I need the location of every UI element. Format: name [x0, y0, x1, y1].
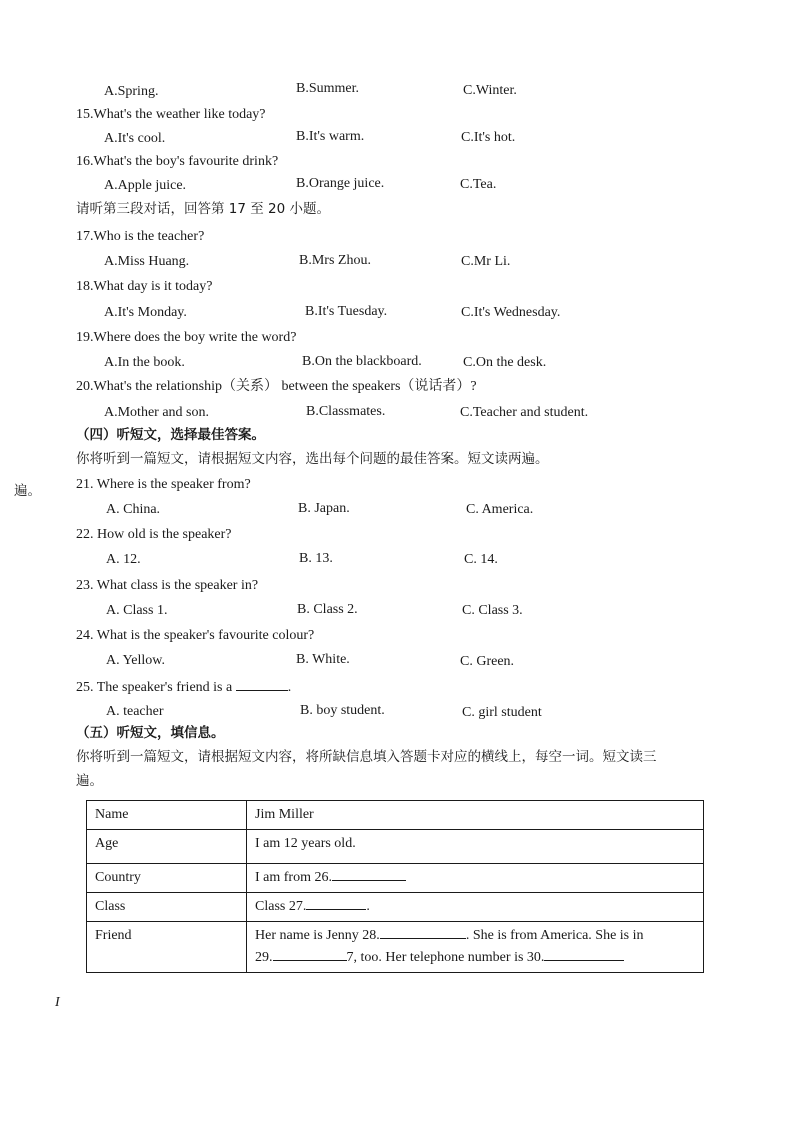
question-15: 15.What's the weather like today?	[76, 107, 266, 122]
question-18: 18.What day is it today?	[76, 279, 213, 294]
q14-option-b: B.Summer.	[296, 81, 360, 96]
q25-option-a: A. teacher	[106, 704, 164, 719]
q17-option-c: C.Mr Li.	[461, 254, 511, 269]
q23-option-c: C. Class 3.	[462, 603, 523, 618]
q17-option-b: B.Mrs Zhou.	[299, 253, 371, 268]
q15-option-c: C.It's hot.	[461, 130, 516, 145]
section-5-heading: （五）听短文，填信息。	[76, 725, 225, 741]
q25-option-c: C. girl student	[462, 705, 542, 720]
q20-option-b: B.Classmates.	[306, 404, 386, 419]
table-row	[87, 922, 704, 973]
friend-text-b: . She is from America. She is in	[465, 928, 644, 943]
question-24: 24. What is the speaker's favourite colour?	[76, 628, 315, 643]
q22-option-c: C. 14.	[464, 552, 498, 567]
row-label-age: Age	[87, 830, 247, 864]
question-25-text: 25. The speaker's friend is a	[76, 680, 233, 695]
q15-option-b: B.It's warm.	[296, 129, 365, 144]
q20-option-c: C.Teacher and student.	[460, 405, 589, 420]
question-23: 23. What class is the speaker in?	[76, 578, 259, 593]
answer-blank-29	[273, 948, 347, 961]
country-text: I am from 26.	[255, 870, 332, 885]
friend-line-1	[255, 925, 695, 947]
margin-text: 遍。	[14, 483, 41, 499]
row-content-class: Class 27. .	[247, 893, 704, 922]
row-content-name: Jim Miller	[247, 801, 704, 830]
footer-mark: I	[55, 995, 60, 1010]
row-label-name: Name	[87, 801, 247, 830]
question-20: 20.What's the relationship（关系） between the speakers（说话者）?	[76, 379, 477, 394]
row-label-friend: Friend	[87, 922, 247, 973]
q17-option-a: A.Miss Huang.	[104, 254, 190, 269]
question-19: 19.Where does the boy write the word?	[76, 330, 297, 345]
q15-option-a: A.It's cool.	[104, 131, 166, 146]
row-content-country	[247, 864, 704, 893]
friend-text-a: Her name is Jenny 28.	[255, 928, 380, 943]
q21-option-a: A. China.	[106, 502, 161, 517]
row-content-friend	[247, 922, 704, 973]
q16-option-c: C.Tea.	[460, 177, 497, 192]
answer-blank-26	[332, 868, 406, 881]
section-5-instruction-line2: 遍。	[76, 773, 103, 789]
q20-option-a: A.Mother and son.	[104, 405, 209, 420]
table-row	[87, 864, 704, 893]
question-16: 16.What's the boy's favourite drink?	[76, 154, 279, 169]
q16-option-a: A.Apple juice.	[104, 178, 187, 193]
table-row	[87, 893, 704, 922]
section-4-heading: （四）听短文，选择最佳答案。	[76, 427, 265, 443]
q14-option-c: C.Winter.	[463, 83, 517, 98]
q18-option-c: C.It's Wednesday.	[461, 305, 561, 320]
answer-blank-27	[306, 897, 366, 910]
class-text: Class 27.	[255, 899, 307, 914]
friend-text-c: 29.	[255, 950, 273, 965]
q22-option-b: B. 13.	[299, 551, 333, 566]
question-25: 25. The speaker's friend is a .	[76, 680, 292, 695]
q19-option-c: C.On the desk.	[463, 355, 547, 370]
q19-option-b: B.On the blackboard.	[302, 354, 422, 369]
answer-blank-28	[380, 926, 466, 939]
q24-option-b: B. White.	[296, 652, 350, 667]
friend-text-d: 7, too. Her telephone number is 30.	[346, 950, 545, 965]
instruction-dialogue-3: 请听第三段对话，回答第 17 至 20 小题。	[76, 201, 331, 217]
q22-option-a: A. 12.	[106, 552, 141, 567]
q23-option-b: B. Class 2.	[297, 602, 358, 617]
answer-blank-30	[544, 948, 624, 961]
question-21: 21. Where is the speaker from?	[76, 477, 251, 492]
row-label-class: Class	[87, 893, 247, 922]
q25-option-b: B. boy student.	[300, 703, 385, 718]
row-label-country: Country	[87, 864, 247, 893]
section-4-instruction: 你将听到一篇短文，请根据短文内容，选出每个问题的最佳答案。短文读两遍。	[76, 451, 549, 467]
q21-option-c: C. America.	[466, 502, 534, 517]
q18-option-b: B.It's Tuesday.	[305, 304, 388, 319]
table-row	[87, 801, 704, 830]
row-content-age: I am 12 years old.	[247, 830, 704, 864]
table-row	[87, 830, 704, 864]
q24-option-a: A. Yellow.	[106, 653, 165, 668]
section-5-instruction-line1: 你将听到一篇短文，请根据短文内容，将所缺信息填入答题卡对应的横线上，每空一词。短文读三	[76, 749, 657, 765]
answer-blank	[236, 678, 288, 691]
q18-option-a: A.It's Monday.	[104, 305, 187, 320]
question-17: 17.Who is the teacher?	[76, 229, 205, 244]
q23-option-a: A. Class 1.	[106, 603, 168, 618]
q24-option-c: C. Green.	[460, 654, 515, 669]
info-table	[86, 800, 704, 973]
friend-line-2	[255, 947, 695, 969]
q21-option-b: B. Japan.	[298, 501, 350, 516]
question-22: 22. How old is the speaker?	[76, 527, 232, 542]
q16-option-b: B.Orange juice.	[296, 176, 385, 191]
q19-option-a: A.In the book.	[104, 355, 185, 370]
q14-option-a: A.Spring.	[104, 84, 159, 99]
